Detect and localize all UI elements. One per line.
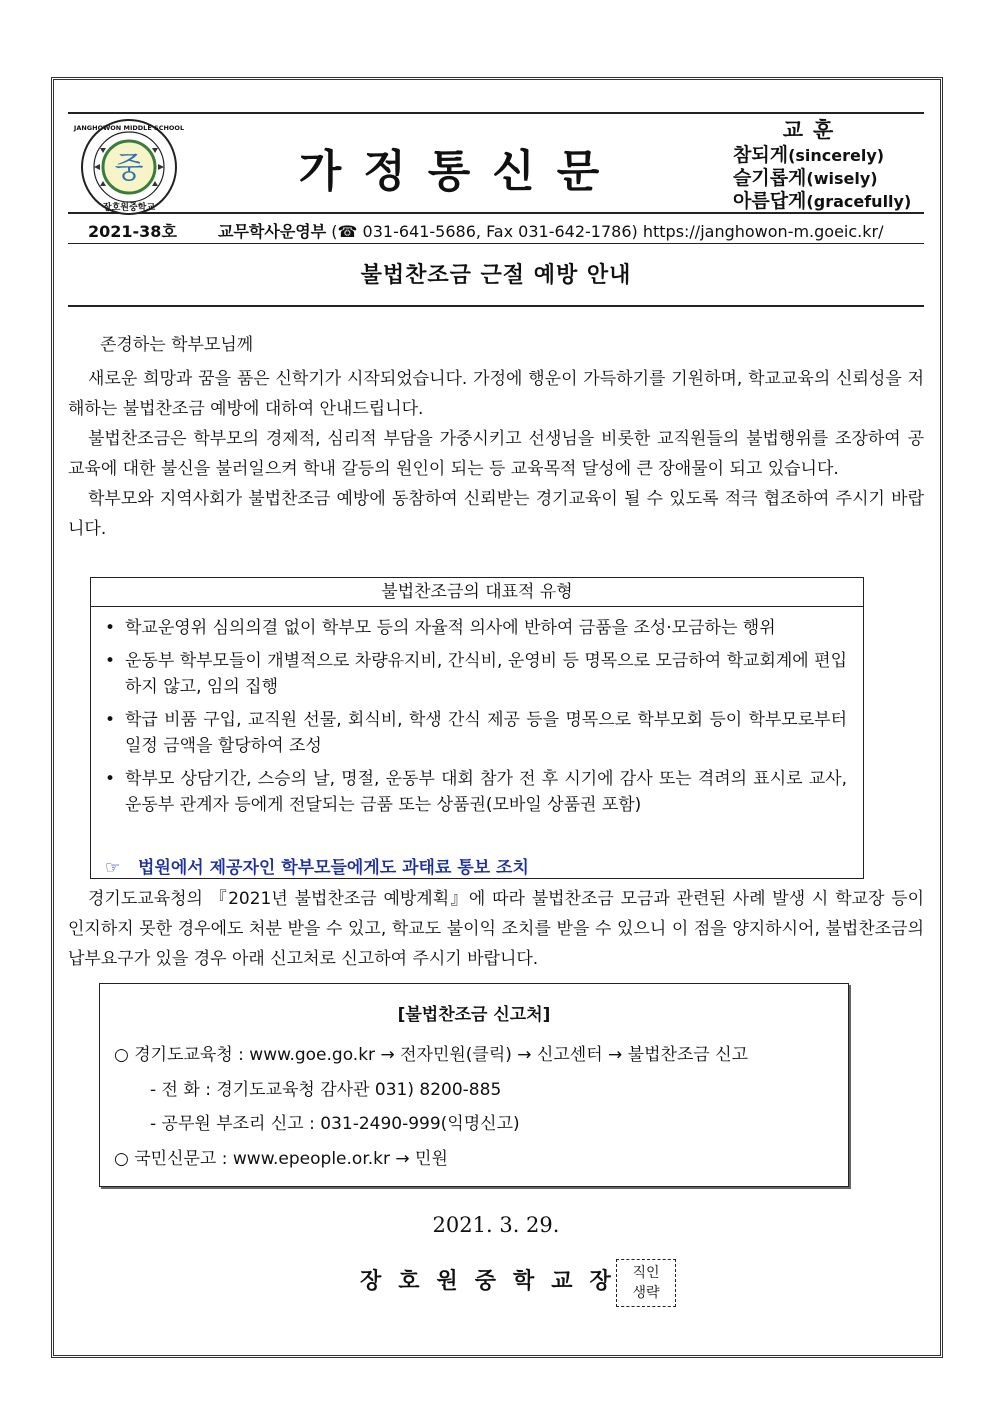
greeting: 존경하는 학부모님께 <box>100 335 254 355</box>
contact: (☎ 031-641-5686, Fax 031-642-1786) <box>331 222 638 241</box>
paragraph: 경기도교육청의 『2021년 불법찬조금 예방계획』에 따라 불법찬조금 모금과 관련된 사례 발생 시 학교장 등이 인지하지 못한 경우에도 처분 받을 수 있고, 학교도 불이익 조치를 받을 수 있으니 이 점을 양지하시어, 불법찬조금의 납부요구가 있을 경우 아래 신고처로 신고하여 주시기 바랍니다. <box>68 889 924 969</box>
title-rule <box>68 305 924 307</box>
report-box <box>99 983 849 1187</box>
pointing-hand-icon: ☞ <box>105 858 121 878</box>
types-heading: 불법찬조금의 대표적 유형 <box>91 578 863 607</box>
types-box <box>90 577 864 879</box>
svg-text:장호원중학교: 장호원중학교 <box>102 203 156 213</box>
issue-number: 2021-38호 <box>88 222 177 241</box>
paragraph: 불법찬조금은 학부모의 경제적, 심리적 부담을 가중시키고 선생님을 비롯한 교직원들의 불법행위를 조장하여 공교육에 대한 불신을 불러일으켜 학내 갈등의 원인이 되는 등 교육목적 달성에 큰 장애물이 되고 있습니다. <box>68 429 924 479</box>
report-heading: [불법찬조금 신고처] <box>397 1005 551 1025</box>
notice-title: 불법찬조금 근절 예방 안내 <box>360 263 632 288</box>
seal-stamp <box>616 1259 676 1307</box>
bullet-icon: • <box>105 710 116 730</box>
motto-line: 참되게(sincerely) <box>733 144 885 166</box>
school-url[interactable]: https://janghowon-m.goeic.kr/ <box>642 222 884 241</box>
issue-date: 2021. 3. 29. <box>432 1213 560 1237</box>
intro-paragraphs <box>68 364 924 544</box>
info-bar <box>88 219 883 242</box>
note-text: 법원에서 제공자인 학부모들에게도 과태료 통보 조치 <box>138 858 529 878</box>
report-line: - 공무원 부조리 신고 : 031-2490-999(익명신고) <box>150 1114 520 1134</box>
school-motto <box>733 114 923 213</box>
paragraph: 학부모와 지역사회가 불법찬조금 예방에 동참하여 신뢰받는 경기교육이 될 수 있도록 적극 협조하여 주시기 바랍니다. <box>68 489 924 539</box>
stamp-text: 생략 <box>632 1285 660 1301</box>
svg-text:중: 중 <box>114 151 144 186</box>
motto-title: 교훈 <box>782 118 844 142</box>
svg-text:JANGHOWON MIDDLE SCHOOL: JANGHOWON MIDDLE SCHOOL <box>73 124 185 132</box>
bullet-icon: • <box>105 769 116 789</box>
stamp-text: 직인 <box>632 1265 660 1281</box>
info-rule <box>68 243 924 244</box>
masthead-title: 가정통신문 <box>298 146 622 197</box>
school-seal-icon <box>73 118 185 216</box>
bullet-icon: • <box>105 651 116 671</box>
report-line: ○ 경기도교육청 : www.goe.go.kr → 전자민원(클릭) → 신고센터 → 불법찬조금 신고 <box>114 1045 749 1065</box>
penalty-note <box>105 853 529 878</box>
principal-signature: 장호원중학교장 <box>360 1269 628 1294</box>
list-item: • 운동부 학부모들이 개별적으로 차량유지비, 간식비, 운영비 등 명목으로 모금하여 학교회계에 편입하지 않고, 임의 집행 <box>105 648 847 700</box>
report-line: ○ 국민신문고 : www.epeople.or.kr → 민원 <box>114 1149 448 1169</box>
list-item: • 학교운영위 심의의결 없이 학부모 등의 자율적 의사에 반하여 금품을 조성·모금하는 행위 <box>105 615 847 641</box>
report-line: - 전 화 : 경기도교육청 감사관 031) 8200-885 <box>150 1080 502 1100</box>
motto-line: 아름답게(gracefully) <box>733 190 912 212</box>
motto-line: 슬기롭게(wisely) <box>733 167 878 189</box>
bullet-icon: • <box>105 618 116 638</box>
types-list <box>91 607 863 818</box>
paragraph: 새로운 희망과 꿈을 품은 신학기가 시작되었습니다. 가정에 행운이 가득하기를 기원하며, 학교교육의 신뢰성을 저해하는 불법찬조금 예방에 대하여 안내드립니다. <box>68 369 924 419</box>
department: 교무학사운영부 <box>218 222 327 241</box>
list-item: • 학부모 상담기간, 스승의 날, 명절, 운동부 대회 참가 전 후 시기에 감사 또는 격려의 표시로 교사, 운동부 관계자 등에게 전달되는 금품 또는 상품권(모바일 상품권 포함) <box>105 766 847 818</box>
closing-paragraph <box>68 884 924 974</box>
list-item: • 학급 비품 구입, 교직원 선물, 회식비, 학생 간식 제공 등을 명목으로 학부모회 등이 학부모로부터 일정 금액을 할당하여 조성 <box>105 707 847 759</box>
